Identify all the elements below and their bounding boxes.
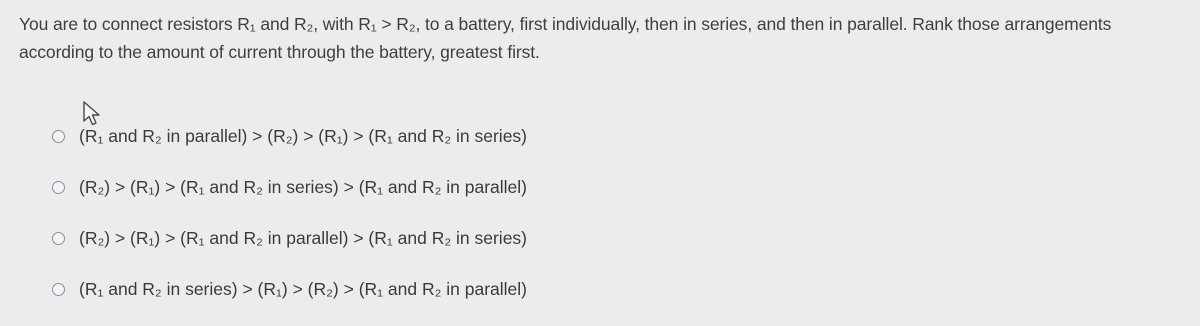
answer-option-3[interactable]: [52, 224, 752, 275]
radio-button-3[interactable]: [52, 232, 65, 245]
mouse-pointer-icon: [82, 101, 104, 127]
answer-option-label: (R₁ and R₂ in parallel) > (R₂) > (R₁) > (R₁ and R₂ in series): [79, 126, 528, 146]
answer-option-label: (R₂) > (R₁) > (R₁ and R₂ in series) > (R₁ and R₂ in parallel): [79, 177, 528, 197]
radio-button-4[interactable]: [52, 283, 65, 296]
answer-option-label: (R₁ and R₂ in series) > (R₁) > (R₂) > (R₁ and R₂ in parallel): [79, 279, 528, 299]
radio-button-2[interactable]: [52, 181, 65, 194]
radio-button-1[interactable]: [52, 130, 65, 143]
answer-option-4[interactable]: [52, 275, 752, 326]
answer-option-2[interactable]: [52, 173, 752, 224]
answer-option-1[interactable]: [52, 122, 752, 173]
answer-options: [52, 122, 752, 326]
question-text: You are to connect resistors R₁ and R₂, with R₁ > R₂, to a battery, first individually, then in series, and then in parallel. Rank those arrangements according to the amount of current through the battery, greatest first.: [19, 14, 1112, 62]
answer-option-label: (R₂) > (R₁) > (R₁ and R₂ in parallel) > (R₁ and R₂ in series): [79, 228, 528, 248]
